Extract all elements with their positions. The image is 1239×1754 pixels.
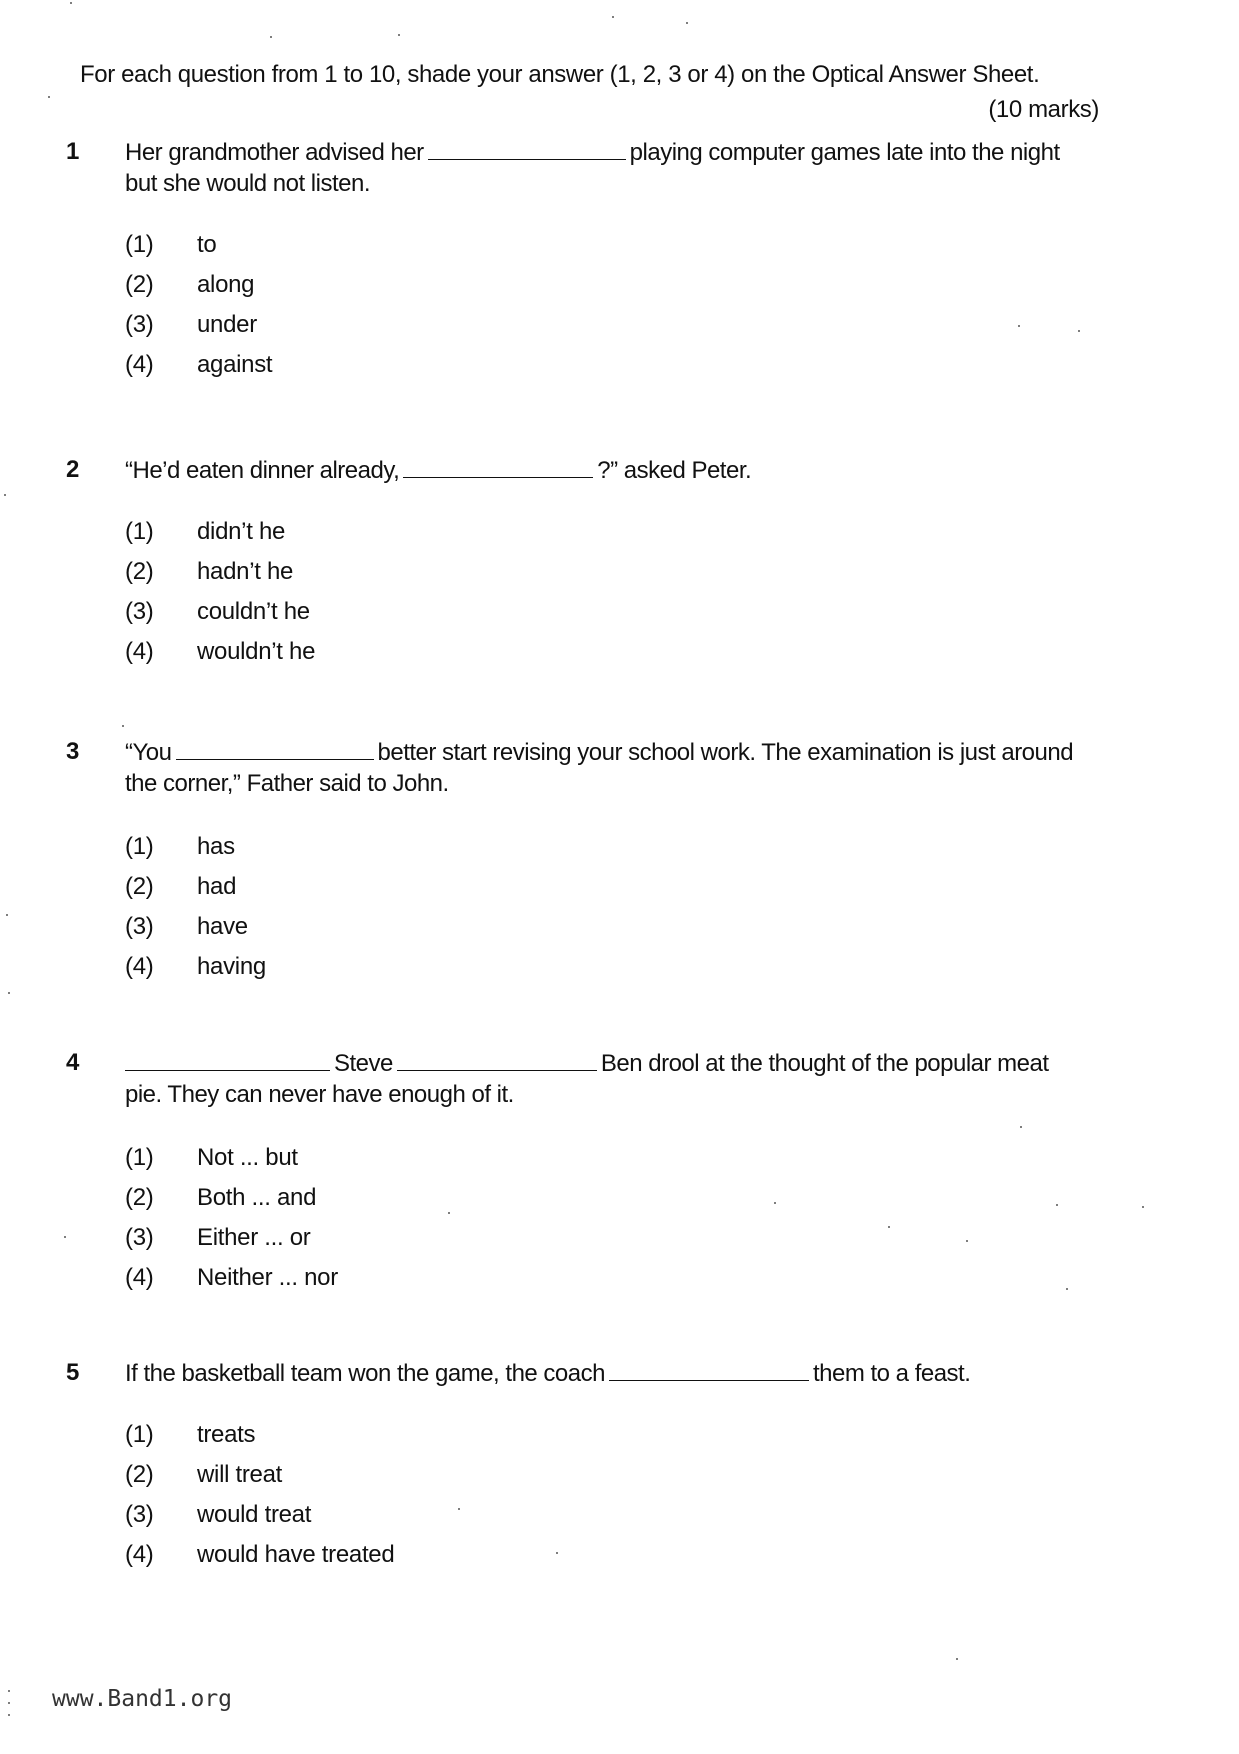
option-text: have <box>197 913 248 940</box>
option-2 <box>125 552 315 592</box>
scan-speck <box>1142 1206 1144 1208</box>
question-number: 3 <box>66 738 80 765</box>
option-number: (4) <box>125 953 154 980</box>
option-2 <box>125 867 266 907</box>
scan-speck <box>556 1552 558 1554</box>
option-text: Neither ... nor <box>197 1264 338 1291</box>
option-1 <box>125 225 272 265</box>
option-number: (3) <box>125 913 154 940</box>
option-1 <box>125 1415 394 1455</box>
option-1 <box>125 512 315 552</box>
stem-text-before: “He’d eaten dinner already, <box>125 457 400 484</box>
answer-options <box>125 1415 394 1575</box>
footer-url: www.Band1.org <box>52 1686 233 1712</box>
option-number: (3) <box>125 1501 154 1528</box>
option-1 <box>125 1138 338 1178</box>
stem-text-before: Her grandmother advised her <box>125 139 424 166</box>
option-text: Not ... but <box>197 1144 298 1171</box>
option-number: (2) <box>125 271 154 298</box>
option-4 <box>125 1258 338 1298</box>
option-text: Either ... or <box>197 1224 311 1251</box>
option-text: couldn’t he <box>197 598 310 625</box>
option-text: had <box>197 873 237 900</box>
option-number: (1) <box>125 1421 154 1448</box>
stem-text-middle: Steve <box>334 1050 393 1077</box>
scan-speck <box>686 22 688 24</box>
question-number: 1 <box>66 138 80 165</box>
scan-speck <box>4 494 6 496</box>
scan-speck <box>8 1714 10 1716</box>
option-text: Both ... and <box>197 1184 317 1211</box>
question-stem <box>125 1358 1085 1389</box>
question-number: 5 <box>66 1359 80 1386</box>
option-number: (1) <box>125 833 154 860</box>
scan-speck <box>458 1508 460 1510</box>
scan-speck <box>48 96 50 98</box>
scan-speck <box>1018 325 1020 327</box>
question-stem <box>125 1048 1085 1110</box>
option-number: (2) <box>125 558 154 585</box>
option-2 <box>125 265 272 305</box>
scan-speck <box>774 1202 776 1204</box>
option-4 <box>125 632 315 672</box>
scan-speck <box>956 1658 958 1660</box>
option-text: has <box>197 833 235 860</box>
marks-label: (10 marks) <box>988 96 1099 123</box>
option-number: (4) <box>125 1264 154 1291</box>
option-number: (2) <box>125 873 154 900</box>
answer-blank-second <box>397 1052 597 1071</box>
scan-speck <box>70 2 72 4</box>
option-number: (4) <box>125 638 154 665</box>
option-text: to <box>197 231 217 258</box>
stem-text-after: ?” asked Peter. <box>597 457 752 484</box>
scan-speck <box>64 1236 66 1238</box>
question-number: 2 <box>66 456 80 483</box>
option-1 <box>125 827 266 867</box>
answer-options <box>125 225 272 385</box>
option-2 <box>125 1178 338 1218</box>
scan-speck <box>8 992 10 994</box>
question-number: 4 <box>66 1049 80 1076</box>
scan-speck <box>1078 330 1080 332</box>
option-3 <box>125 305 272 345</box>
option-3 <box>125 1495 394 1535</box>
stem-text-after: them to a feast. <box>812 1360 971 1387</box>
scan-speck <box>1066 1288 1068 1290</box>
scan-speck <box>8 1690 10 1692</box>
option-text: would treat <box>197 1501 312 1528</box>
scan-speck <box>6 914 8 916</box>
answer-blank-first <box>125 1052 330 1071</box>
option-number: (1) <box>125 518 154 545</box>
option-text: didn’t he <box>197 518 286 545</box>
scan-speck <box>888 1226 890 1228</box>
option-number: (4) <box>125 351 154 378</box>
scan-speck <box>8 1702 10 1704</box>
stem-text-before: If the basketball team won the game, the coach <box>125 1360 605 1387</box>
option-text: treats <box>197 1421 256 1448</box>
option-number: (3) <box>125 598 154 625</box>
option-4 <box>125 1535 394 1575</box>
option-text: under <box>197 311 257 338</box>
option-3 <box>125 592 315 632</box>
option-number: (1) <box>125 1144 154 1171</box>
option-number: (2) <box>125 1461 154 1488</box>
option-3 <box>125 1218 338 1258</box>
option-2 <box>125 1455 394 1495</box>
scan-speck <box>966 1240 968 1242</box>
option-number: (2) <box>125 1184 154 1211</box>
stem-text-after: better start revising your school work. The examination is just around the corner,” Father said to John. <box>125 739 1074 797</box>
question-stem <box>125 737 1085 799</box>
scan-speck <box>270 36 272 38</box>
option-number: (3) <box>125 1224 154 1251</box>
option-4 <box>125 345 272 385</box>
stem-text-before: “You <box>125 739 172 766</box>
scan-speck <box>1020 1126 1022 1128</box>
option-text: will treat <box>197 1461 283 1488</box>
option-text: wouldn’t he <box>197 638 316 665</box>
option-number: (3) <box>125 311 154 338</box>
scan-speck <box>122 725 124 727</box>
option-4 <box>125 947 266 987</box>
answer-blank <box>176 741 374 760</box>
option-3 <box>125 907 266 947</box>
option-text: having <box>197 953 266 980</box>
scan-speck <box>1056 1204 1058 1206</box>
option-text: hadn’t he <box>197 558 294 585</box>
option-text: along <box>197 271 255 298</box>
option-text: would have treated <box>197 1541 395 1568</box>
answer-options <box>125 1138 338 1298</box>
option-number: (1) <box>125 231 154 258</box>
question-stem <box>125 455 1085 486</box>
scan-speck <box>398 34 400 36</box>
option-text: against <box>197 351 273 378</box>
answer-blank <box>609 1362 809 1381</box>
answer-blank <box>403 459 593 478</box>
option-number: (4) <box>125 1541 154 1568</box>
answer-options <box>125 827 266 987</box>
scan-speck <box>612 16 614 18</box>
stem-text-after: Ben drool at the thought of the popular meat pie. They can never have enough of it. <box>125 1050 1049 1108</box>
answer-options <box>125 512 315 672</box>
scan-speck <box>448 1212 450 1214</box>
answer-blank <box>428 141 626 160</box>
stem-text-after: playing computer games late into the night but she would not listen. <box>125 139 1060 197</box>
instructions: For each question from 1 to 10, shade your answer (1, 2, 3 or 4) on the Optical Answer Sheet. <box>80 61 1040 88</box>
question-stem <box>125 137 1085 199</box>
